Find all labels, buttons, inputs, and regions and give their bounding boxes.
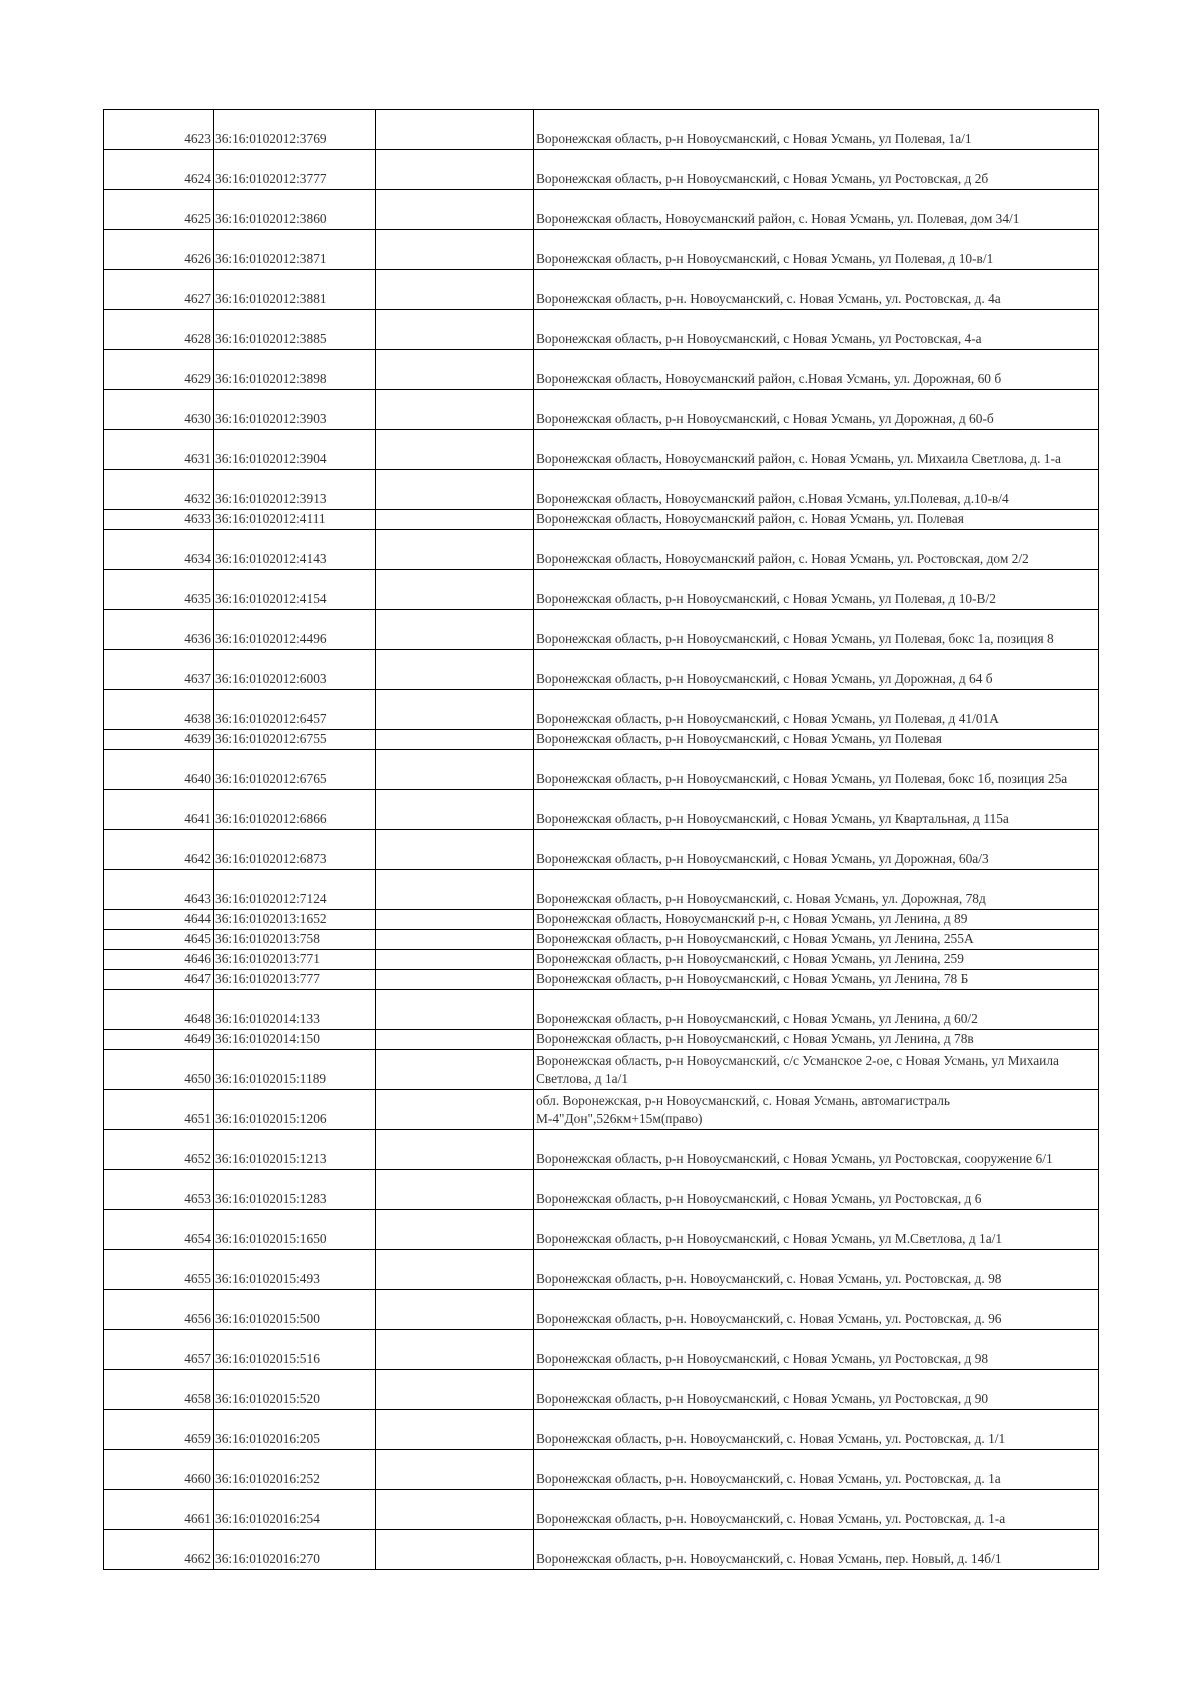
address-cell: Воронежская область, р-н Новоусманский, с Новая Усмань, ул Полевая, д 41/01А	[534, 690, 1099, 730]
table-row	[104, 1250, 1099, 1290]
address-cell: Воронежская область, Новоусманский район, с. Новая Усмань, ул. Михаила Светлова, д. 1-а	[534, 430, 1099, 470]
cadastral-number-cell: 36:16:0102015:1189	[214, 1050, 376, 1090]
address-cell: Воронежская область, р-н. Новоусманский, с. Новая Усмань, пер. Новый, д. 14б/1	[534, 1530, 1099, 1570]
empty-cell	[376, 1410, 534, 1450]
table-row	[104, 570, 1099, 610]
address-cell: Воронежская область, р-н Новоусманский, с Новая Усмань, ул Ленина, 259	[534, 950, 1099, 970]
cadastral-number-cell: 36:16:0102013:1652	[214, 910, 376, 930]
address-cell: Воронежская область, р-н Новоусманский, с Новая Усмань, ул Полевая	[534, 730, 1099, 750]
cadastral-number-cell: 36:16:0102014:150	[214, 1030, 376, 1050]
cadastral-number-cell: 36:16:0102015:1283	[214, 1170, 376, 1210]
table-row	[104, 1530, 1099, 1570]
empty-cell	[376, 270, 534, 310]
empty-cell	[376, 1050, 534, 1090]
cadastral-number-cell: 36:16:0102015:1206	[214, 1090, 376, 1130]
address-cell: Воронежская область, р-н Новоусманский, с Новая Усмань, ул Полевая, д 10-В/2	[534, 570, 1099, 610]
empty-cell	[376, 1490, 534, 1530]
row-number-cell: 4628	[104, 310, 214, 350]
table-row	[104, 150, 1099, 190]
empty-cell	[376, 1530, 534, 1570]
empty-cell	[376, 190, 534, 230]
table-row	[104, 230, 1099, 270]
row-number-cell: 4634	[104, 530, 214, 570]
empty-cell	[376, 690, 534, 730]
address-cell: Воронежская область, р-н Новоусманский, с Новая Усмань, ул Ростовская, д 98	[534, 1330, 1099, 1370]
empty-cell	[376, 650, 534, 690]
address-cell: Воронежская область, Новоусманский район, с.Новая Усмань, ул.Полевая, д.10-в/4	[534, 470, 1099, 510]
empty-cell	[376, 150, 534, 190]
cadastral-number-cell: 36:16:0102015:493	[214, 1250, 376, 1290]
row-number-cell: 4633	[104, 510, 214, 530]
table-row	[104, 1410, 1099, 1450]
row-number-cell: 4630	[104, 390, 214, 430]
cadastral-number-cell: 36:16:0102012:3904	[214, 430, 376, 470]
cadastral-number-cell: 36:16:0102013:758	[214, 930, 376, 950]
address-cell: Воронежская область, Новоусманский район, с.Новая Усмань, ул. Дорожная, 60 б	[534, 350, 1099, 390]
cadastral-number-cell: 36:16:0102016:252	[214, 1450, 376, 1490]
cadastral-number-cell: 36:16:0102012:6765	[214, 750, 376, 790]
empty-cell	[376, 1290, 534, 1330]
address-cell: Воронежская область, р-н Новоусманский, с Новая Усмань, ул Ленина, д 60/2	[534, 990, 1099, 1030]
cadastral-number-cell: 36:16:0102012:3769	[214, 110, 376, 150]
table-row	[104, 1030, 1099, 1050]
row-number-cell: 4640	[104, 750, 214, 790]
row-number-cell: 4661	[104, 1490, 214, 1530]
row-number-cell: 4655	[104, 1250, 214, 1290]
table-row	[104, 910, 1099, 930]
empty-cell	[376, 750, 534, 790]
empty-cell	[376, 730, 534, 750]
row-number-cell: 4627	[104, 270, 214, 310]
address-cell: Воронежская область, Новоусманский район, с. Новая Усмань, ул. Полевая, дом 34/1	[534, 190, 1099, 230]
row-number-cell: 4649	[104, 1030, 214, 1050]
address-cell: Воронежская область, р-н Новоусманский, с/с Усманское 2-ое, с Новая Усмань, ул Михаила Светлова, д 1а/1	[534, 1050, 1099, 1090]
row-number-cell: 4658	[104, 1370, 214, 1410]
row-number-cell: 4654	[104, 1210, 214, 1250]
empty-cell	[376, 790, 534, 830]
empty-cell	[376, 530, 534, 570]
empty-cell	[376, 610, 534, 650]
row-number-cell: 4623	[104, 110, 214, 150]
cadastral-number-cell: 36:16:0102012:4496	[214, 610, 376, 650]
cadastral-number-cell: 36:16:0102015:500	[214, 1290, 376, 1330]
table-row	[104, 610, 1099, 650]
table-row	[104, 1050, 1099, 1090]
row-number-cell: 4644	[104, 910, 214, 930]
table-row	[104, 950, 1099, 970]
empty-cell	[376, 950, 534, 970]
address-cell: Воронежская область, р-н Новоусманский, с Новая Усмань, ул Полевая, д 10-в/1	[534, 230, 1099, 270]
cadastral-number-cell: 36:16:0102014:133	[214, 990, 376, 1030]
empty-cell	[376, 1450, 534, 1490]
address-cell: Воронежская область, р-н. Новоусманский, с. Новая Усмань, ул. Ростовская, д. 96	[534, 1290, 1099, 1330]
cadastral-number-cell: 36:16:0102015:516	[214, 1330, 376, 1370]
address-cell: Воронежская область, р-н Новоусманский, с Новая Усмань, ул Ростовская, 4-а	[534, 310, 1099, 350]
address-cell: Воронежская область, р-н Новоусманский, с Новая Усмань, ул М.Светлова, д 1а/1	[534, 1210, 1099, 1250]
empty-cell	[376, 1330, 534, 1370]
empty-cell	[376, 910, 534, 930]
empty-cell	[376, 1090, 534, 1130]
property-register-table	[103, 109, 1099, 1570]
row-number-cell: 4646	[104, 950, 214, 970]
empty-cell	[376, 470, 534, 510]
address-cell: Воронежская область, Новоусманский район, с. Новая Усмань, ул. Ростовская, дом 2/2	[534, 530, 1099, 570]
table-row	[104, 390, 1099, 430]
cadastral-number-cell: 36:16:0102012:3871	[214, 230, 376, 270]
address-cell: Воронежская область, р-н Новоусманский, с Новая Усмань, ул Полевая, бокс 1а, позиция 8	[534, 610, 1099, 650]
row-number-cell: 4638	[104, 690, 214, 730]
empty-cell	[376, 1250, 534, 1290]
empty-cell	[376, 990, 534, 1030]
address-cell: Воронежская область, р-н Новоусманский, с Новая Усмань, ул Дорожная, д 64 б	[534, 650, 1099, 690]
cadastral-number-cell: 36:16:0102012:4154	[214, 570, 376, 610]
cadastral-number-cell: 36:16:0102012:7124	[214, 870, 376, 910]
row-number-cell: 4635	[104, 570, 214, 610]
empty-cell	[376, 1170, 534, 1210]
table-row	[104, 110, 1099, 150]
row-number-cell: 4645	[104, 930, 214, 950]
row-number-cell: 4651	[104, 1090, 214, 1130]
table-row	[104, 750, 1099, 790]
table-row	[104, 270, 1099, 310]
address-cell: Воронежская область, р-н Новоусманский, с. Новая Усмань, ул. Дорожная, 78д	[534, 870, 1099, 910]
table-row	[104, 1210, 1099, 1250]
row-number-cell: 4662	[104, 1530, 214, 1570]
table-row	[104, 1170, 1099, 1210]
address-cell: Воронежская область, р-н Новоусманский, с Новая Усмань, ул Ростовская, д 6	[534, 1170, 1099, 1210]
address-cell: Воронежская область, р-н. Новоусманский, с. Новая Усмань, ул. Ростовская, д. 98	[534, 1250, 1099, 1290]
address-cell: Воронежская область, р-н Новоусманский, с Новая Усмань, ул Ленина, 78 Б	[534, 970, 1099, 990]
row-number-cell: 4624	[104, 150, 214, 190]
row-number-cell: 4656	[104, 1290, 214, 1330]
cadastral-number-cell: 36:16:0102016:270	[214, 1530, 376, 1570]
cadastral-number-cell: 36:16:0102013:777	[214, 970, 376, 990]
table-row	[104, 1130, 1099, 1170]
row-number-cell: 4636	[104, 610, 214, 650]
row-number-cell: 4650	[104, 1050, 214, 1090]
table-row	[104, 1330, 1099, 1370]
address-cell: Воронежская область, р-н Новоусманский, с Новая Усмань, ул Полевая, 1а/1	[534, 110, 1099, 150]
table-body	[104, 110, 1099, 1570]
table-row	[104, 730, 1099, 750]
row-number-cell: 4647	[104, 970, 214, 990]
cadastral-number-cell: 36:16:0102015:1213	[214, 1130, 376, 1170]
address-cell: Воронежская область, р-н Новоусманский, с Новая Усмань, ул Ростовская, д 90	[534, 1370, 1099, 1410]
cadastral-number-cell: 36:16:0102015:1650	[214, 1210, 376, 1250]
address-cell: Воронежская область, р-н Новоусманский, с Новая Усмань, ул Дорожная, 60а/3	[534, 830, 1099, 870]
table-row	[104, 930, 1099, 950]
table-row	[104, 430, 1099, 470]
address-cell: Воронежская область, р-н Новоусманский, с Новая Усмань, ул Полевая, бокс 1б, позиция 25а	[534, 750, 1099, 790]
address-cell: Воронежская область, р-н Новоусманский, с Новая Усмань, ул Квартальная, д 115а	[534, 790, 1099, 830]
table-row	[104, 690, 1099, 730]
empty-cell	[376, 1210, 534, 1250]
row-number-cell: 4631	[104, 430, 214, 470]
cadastral-number-cell: 36:16:0102012:4143	[214, 530, 376, 570]
cadastral-number-cell: 36:16:0102012:3885	[214, 310, 376, 350]
cadastral-number-cell: 36:16:0102012:3913	[214, 470, 376, 510]
address-cell: Воронежская область, р-н Новоусманский, с Новая Усмань, ул Дорожная, д 60-б	[534, 390, 1099, 430]
table-row	[104, 1490, 1099, 1530]
table-row	[104, 1090, 1099, 1130]
cadastral-number-cell: 36:16:0102012:3903	[214, 390, 376, 430]
cadastral-number-cell: 36:16:0102012:3898	[214, 350, 376, 390]
table-row	[104, 970, 1099, 990]
address-cell: Воронежская область, р-н Новоусманский, с Новая Усмань, ул Ростовская, сооружение 6/1	[534, 1130, 1099, 1170]
empty-cell	[376, 870, 534, 910]
cadastral-number-cell: 36:16:0102012:3777	[214, 150, 376, 190]
row-number-cell: 4660	[104, 1450, 214, 1490]
table-row	[104, 510, 1099, 530]
table-row	[104, 530, 1099, 570]
row-number-cell: 4639	[104, 730, 214, 750]
empty-cell	[376, 830, 534, 870]
address-cell: Воронежская область, р-н Новоусманский, с Новая Усмань, ул Ленина, д 78в	[534, 1030, 1099, 1050]
address-cell: Воронежская область, р-н Новоусманский, с Новая Усмань, ул Ленина, 255А	[534, 930, 1099, 950]
table-row	[104, 830, 1099, 870]
address-cell: Воронежская область, Новоусманский район, с. Новая Усмань, ул. Полевая	[534, 510, 1099, 530]
address-cell: Воронежская область, Новоусманский р-н, с Новая Усмань, ул Ленина, д 89	[534, 910, 1099, 930]
table-row	[104, 1370, 1099, 1410]
empty-cell	[376, 510, 534, 530]
row-number-cell: 4643	[104, 870, 214, 910]
cadastral-number-cell: 36:16:0102012:6866	[214, 790, 376, 830]
row-number-cell: 4642	[104, 830, 214, 870]
row-number-cell: 4641	[104, 790, 214, 830]
cadastral-number-cell: 36:16:0102012:3881	[214, 270, 376, 310]
cadastral-number-cell: 36:16:0102015:520	[214, 1370, 376, 1410]
row-number-cell: 4653	[104, 1170, 214, 1210]
table-row	[104, 350, 1099, 390]
table-row	[104, 1450, 1099, 1490]
empty-cell	[376, 430, 534, 470]
table-row	[104, 870, 1099, 910]
table-row	[104, 990, 1099, 1030]
empty-cell	[376, 230, 534, 270]
cadastral-number-cell: 36:16:0102012:6755	[214, 730, 376, 750]
cadastral-number-cell: 36:16:0102012:6873	[214, 830, 376, 870]
row-number-cell: 4657	[104, 1330, 214, 1370]
empty-cell	[376, 570, 534, 610]
row-number-cell: 4626	[104, 230, 214, 270]
address-cell: Воронежская область, р-н. Новоусманский, с. Новая Усмань, ул. Ростовская, д. 4а	[534, 270, 1099, 310]
empty-cell	[376, 930, 534, 950]
row-number-cell: 4648	[104, 990, 214, 1030]
cadastral-number-cell: 36:16:0102012:3860	[214, 190, 376, 230]
address-cell: обл. Воронежская, р-н Новоусманский, с. Новая Усмань, автомагистраль М-4"Дон",526км+15м(право)	[534, 1090, 1099, 1130]
table-row	[104, 190, 1099, 230]
empty-cell	[376, 1030, 534, 1050]
row-number-cell: 4652	[104, 1130, 214, 1170]
empty-cell	[376, 110, 534, 150]
empty-cell	[376, 1130, 534, 1170]
table-row	[104, 310, 1099, 350]
row-number-cell: 4629	[104, 350, 214, 390]
cadastral-number-cell: 36:16:0102016:205	[214, 1410, 376, 1450]
cadastral-number-cell: 36:16:0102016:254	[214, 1490, 376, 1530]
table-row	[104, 470, 1099, 510]
cadastral-number-cell: 36:16:0102013:771	[214, 950, 376, 970]
empty-cell	[376, 350, 534, 390]
address-cell: Воронежская область, р-н. Новоусманский, с. Новая Усмань, ул. Ростовская, д. 1а	[534, 1450, 1099, 1490]
cadastral-number-cell: 36:16:0102012:6457	[214, 690, 376, 730]
cadastral-number-cell: 36:16:0102012:4111	[214, 510, 376, 530]
address-cell: Воронежская область, р-н Новоусманский, с Новая Усмань, ул Ростовская, д 2б	[534, 150, 1099, 190]
row-number-cell: 4659	[104, 1410, 214, 1450]
empty-cell	[376, 310, 534, 350]
cadastral-number-cell: 36:16:0102012:6003	[214, 650, 376, 690]
empty-cell	[376, 390, 534, 430]
row-number-cell: 4625	[104, 190, 214, 230]
address-cell: Воронежская область, р-н. Новоусманский, с. Новая Усмань, ул. Ростовская, д. 1-а	[534, 1490, 1099, 1530]
empty-cell	[376, 970, 534, 990]
address-cell: Воронежская область, р-н. Новоусманский, с. Новая Усмань, ул. Ростовская, д. 1/1	[534, 1410, 1099, 1450]
row-number-cell: 4637	[104, 650, 214, 690]
empty-cell	[376, 1370, 534, 1410]
table-row	[104, 650, 1099, 690]
row-number-cell: 4632	[104, 470, 214, 510]
table-row	[104, 1290, 1099, 1330]
table-row	[104, 790, 1099, 830]
